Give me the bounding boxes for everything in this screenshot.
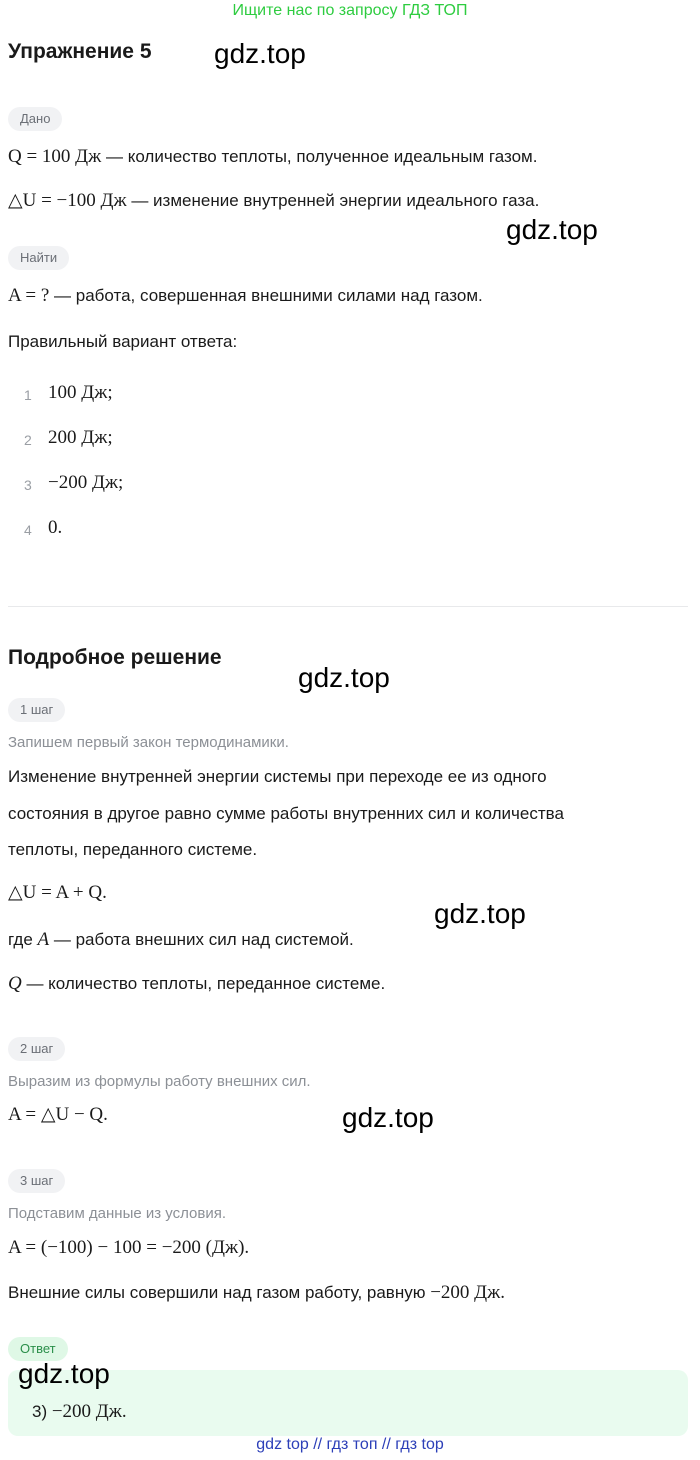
step-1-paragraph: Изменение внутренней энергии системы при переходе ее из одного <box>8 767 547 786</box>
conclusion-value: −200 Дж. <box>430 1282 506 1303</box>
step-3-conclusion <box>8 1281 505 1305</box>
answer-line <box>32 1400 127 1424</box>
step-1-tag: 1 шаг <box>8 698 65 722</box>
step-1-hint: Запишем первый закон термодинамики. <box>8 734 289 751</box>
q-variable: Q <box>8 973 22 994</box>
find-tag: Найти <box>8 246 69 270</box>
where-text: — работа внешних сил над системой. <box>49 930 354 949</box>
given-line-2 <box>8 189 539 213</box>
step-1-paragraph: теплоты, переданного системе. <box>8 840 258 859</box>
option-value: 0. <box>48 517 63 538</box>
given-tag: Дано <box>8 107 62 131</box>
where-variable: A <box>37 929 50 950</box>
solution-title: Подробное решение <box>8 646 222 669</box>
step-2-tag: 2 шаг <box>8 1037 65 1061</box>
find-text: — работа, совершенная внешними силами над газом. <box>49 286 483 305</box>
section-divider <box>8 606 688 607</box>
watermark: gdz.top <box>18 1358 110 1389</box>
watermark: gdz.top <box>434 898 526 929</box>
option-number: 3 <box>24 477 32 493</box>
footer-links: gdz top // гдз топ // гдз top <box>256 1436 444 1453</box>
step-1-q-line <box>8 972 385 996</box>
step-1-paragraph: состояния в другое равно сумме работы внутренних сил и количества <box>8 804 564 823</box>
step-3-hint: Подставим данные из условия. <box>8 1205 227 1222</box>
question-text: Правильный вариант ответа: <box>8 332 238 351</box>
given-formula-1: Q = 100 Дж <box>8 146 102 167</box>
conclusion-text: Внешние силы совершили над газом работу, равную <box>8 1283 431 1302</box>
option-number: 1 <box>24 387 32 403</box>
watermark: gdz.top <box>506 214 598 245</box>
answer-tag: Ответ <box>8 1337 68 1361</box>
where-prefix: где <box>8 930 38 949</box>
step-2-formula: A = △U − Q. <box>8 1104 108 1125</box>
option-number: 4 <box>24 522 32 538</box>
given-formula-2: △U = −100 Дж <box>8 190 127 211</box>
watermark: gdz.top <box>298 662 390 693</box>
step-3-formula: A = (−100) − 100 = −200 (Дж). <box>8 1237 250 1258</box>
step-1-where-line <box>8 928 354 952</box>
given-line-1 <box>8 145 537 169</box>
step-3-tag: 3 шаг <box>8 1169 65 1193</box>
given-text-2: — изменение внутренней энергии идеального газа. <box>126 191 540 210</box>
option-value: 200 Дж; <box>48 427 113 448</box>
answer-value: −200 Дж. <box>51 1401 127 1422</box>
search-banner: Ищите нас по запросу ГДЗ ТОП <box>232 2 468 19</box>
given-text-1: — количество теплоты, полученное идеальным газом. <box>101 147 538 166</box>
q-text: — количество теплоты, переданное системе. <box>21 974 386 993</box>
option-number: 2 <box>24 432 32 448</box>
watermark: gdz.top <box>214 38 306 69</box>
option-value: 100 Дж; <box>48 382 113 403</box>
find-line <box>8 284 483 308</box>
step-1-formula: △U = A + Q. <box>8 882 107 903</box>
option-value: −200 Дж; <box>48 472 124 493</box>
answer-prefix: 3) <box>32 1402 52 1421</box>
exercise-title: Упражнение 5 <box>8 40 152 63</box>
step-2-hint: Выразим из формулы работу внешних сил. <box>8 1073 311 1090</box>
watermark: gdz.top <box>342 1102 434 1133</box>
find-formula: A = ? <box>8 285 50 306</box>
